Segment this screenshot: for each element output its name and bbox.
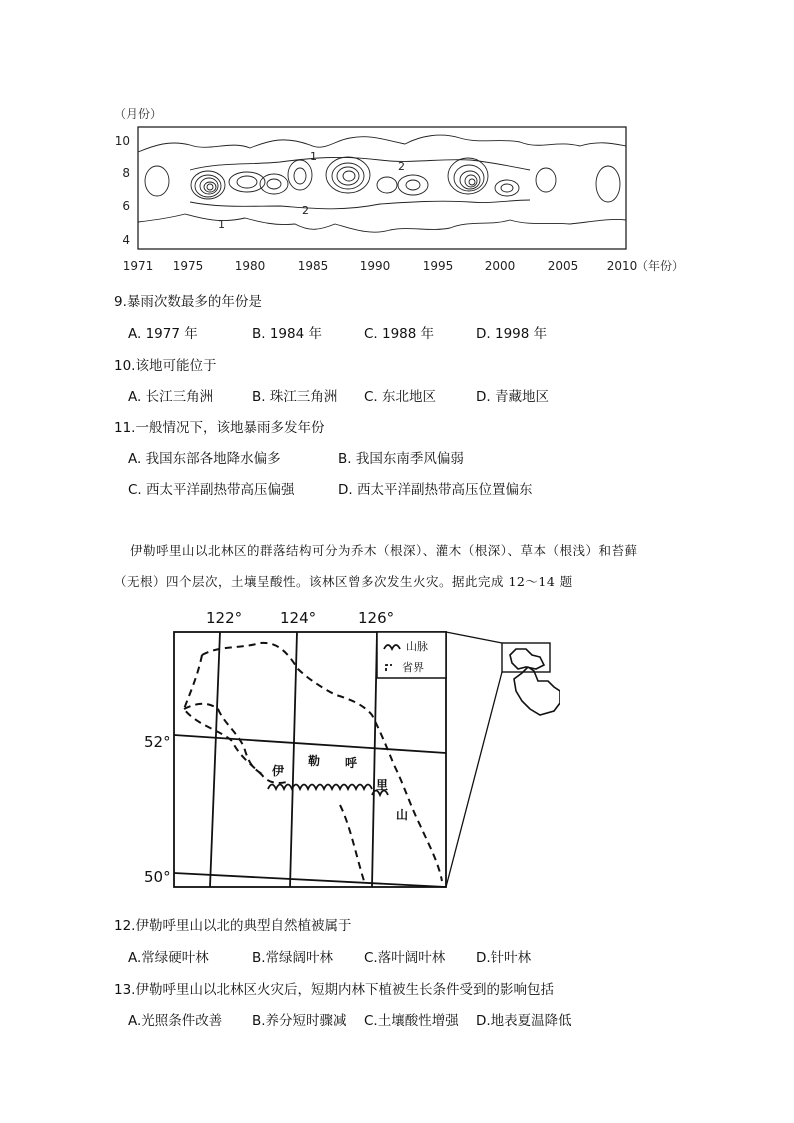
question-9-option-c: C. 1988 年 xyxy=(364,326,435,342)
x-axis-ticks xyxy=(123,259,638,273)
lat-label-50: 50° xyxy=(144,868,171,886)
question-11-option-b: B. 我国东南季风偏弱 xyxy=(338,451,464,467)
x-tick-label: 2005 xyxy=(547,259,579,273)
range-char: 呼 xyxy=(345,756,358,770)
question-9-option-a: A. 1977 年 xyxy=(128,326,198,342)
rainstorm-contour-chart xyxy=(110,100,690,280)
x-tick-label: 1985 xyxy=(297,259,329,273)
question-10-option-c: C. 东北地区 xyxy=(364,389,437,405)
range-char: 山 xyxy=(396,808,409,822)
question-12-option-c: C.落叶阔叶林 xyxy=(364,950,446,966)
question-13-option-d: D.地表夏温降低 xyxy=(476,1013,572,1029)
question-12-option-b: B.常绿阔叶林 xyxy=(252,950,334,966)
question-10-option-d: D. 青藏地区 xyxy=(476,389,549,405)
inset-province-outline xyxy=(510,649,560,715)
question-11-option-d: D. 西太平洋副热带高压位置偏东 xyxy=(338,482,533,498)
yilehuli-mountain-range xyxy=(268,785,388,796)
question-10-stem: 10.该地可能位于 xyxy=(114,358,217,374)
legend-mountain-label: 山脉 xyxy=(406,640,428,653)
x-tick-label: 1971 xyxy=(122,259,154,273)
contour-label: 2 xyxy=(398,160,405,173)
contour-label: 1 xyxy=(310,150,317,163)
x-tick-label: 1980 xyxy=(234,259,266,273)
contour-label: 1 xyxy=(218,218,225,231)
question-13-stem: 13.伊勒呼里山以北林区火灾后，短期内林下植被生长条件受到的影响包括 xyxy=(114,982,554,998)
question-12-option-a: A.常绿硬叶林 xyxy=(128,950,209,966)
inset-leader-top xyxy=(446,632,502,643)
passage-line-1: 伊勒呼里山以北林区的群落结构可分为乔木（根深）、灌木（根深）、草本（根浅）和苔藓 xyxy=(130,543,638,558)
y-tick-label: 6 xyxy=(122,199,130,213)
passage-line-2: （无根）四个层次，土壤呈酸性。该林区曾多次发生火灾。据此完成 12～14 题 xyxy=(114,574,573,589)
lon-label-126: 126° xyxy=(358,609,395,627)
question-11-option-a: A. 我国东部各地降水偏多 xyxy=(128,451,281,467)
question-12-option-d: D.针叶林 xyxy=(476,950,532,966)
range-char: 伊 xyxy=(272,764,285,778)
question-9-stem: 9.暴雨次数最多的年份是 xyxy=(114,294,262,310)
inset-leader-bottom xyxy=(446,672,502,887)
question-9-option-b: B. 1984 年 xyxy=(252,326,322,342)
y-tick-label: 10 xyxy=(114,134,130,148)
x-tick-label: 2000 xyxy=(484,259,516,273)
question-13-option-c: C.土壤酸性增强 xyxy=(364,1013,459,1029)
latitude-labels xyxy=(144,733,171,886)
y-axis-ticks xyxy=(115,134,130,247)
lon-label-122: 122° xyxy=(206,609,243,627)
x-axis-unit: （年份） xyxy=(636,259,685,273)
contour-label: 2 xyxy=(302,204,309,217)
x-tick-label: 1990 xyxy=(359,259,391,273)
chart-frame xyxy=(138,127,626,249)
question-12-stem: 12.伊勒呼里山以北的典型自然植被属于 xyxy=(114,918,352,934)
y-tick-label: 8 xyxy=(122,166,130,180)
question-13-option-a: A.光照条件改善 xyxy=(128,1013,223,1029)
y-tick-label: 4 xyxy=(122,233,130,247)
longitude-labels xyxy=(206,609,394,627)
question-9-option-d: D. 1998 年 xyxy=(476,326,548,342)
yilehuli-region-map xyxy=(140,605,560,900)
contour-value-labels xyxy=(218,150,405,231)
question-10-option-b: B. 珠江三角洲 xyxy=(252,389,338,405)
x-tick-label: 1975 xyxy=(172,259,204,273)
x-tick-label: 2010 xyxy=(606,259,638,273)
question-10-option-a: A. 长江三角洲 xyxy=(128,389,214,405)
legend-border-label: 省界 xyxy=(402,661,424,674)
x-tick-label: 1995 xyxy=(422,259,454,273)
contour-lines xyxy=(138,135,626,232)
question-11-stem: 11.一般情况下，该地暴雨多发年份 xyxy=(114,420,325,436)
range-char: 勒 xyxy=(308,754,321,768)
lat-label-52: 52° xyxy=(144,733,171,751)
question-13-option-b: B.养分短时骤减 xyxy=(252,1013,347,1029)
question-11-option-c: C. 西太平洋副热带高压偏强 xyxy=(128,482,295,498)
lon-label-124: 124° xyxy=(280,609,317,627)
range-char: 里 xyxy=(376,778,389,792)
y-axis-unit: （月份） xyxy=(114,107,163,121)
